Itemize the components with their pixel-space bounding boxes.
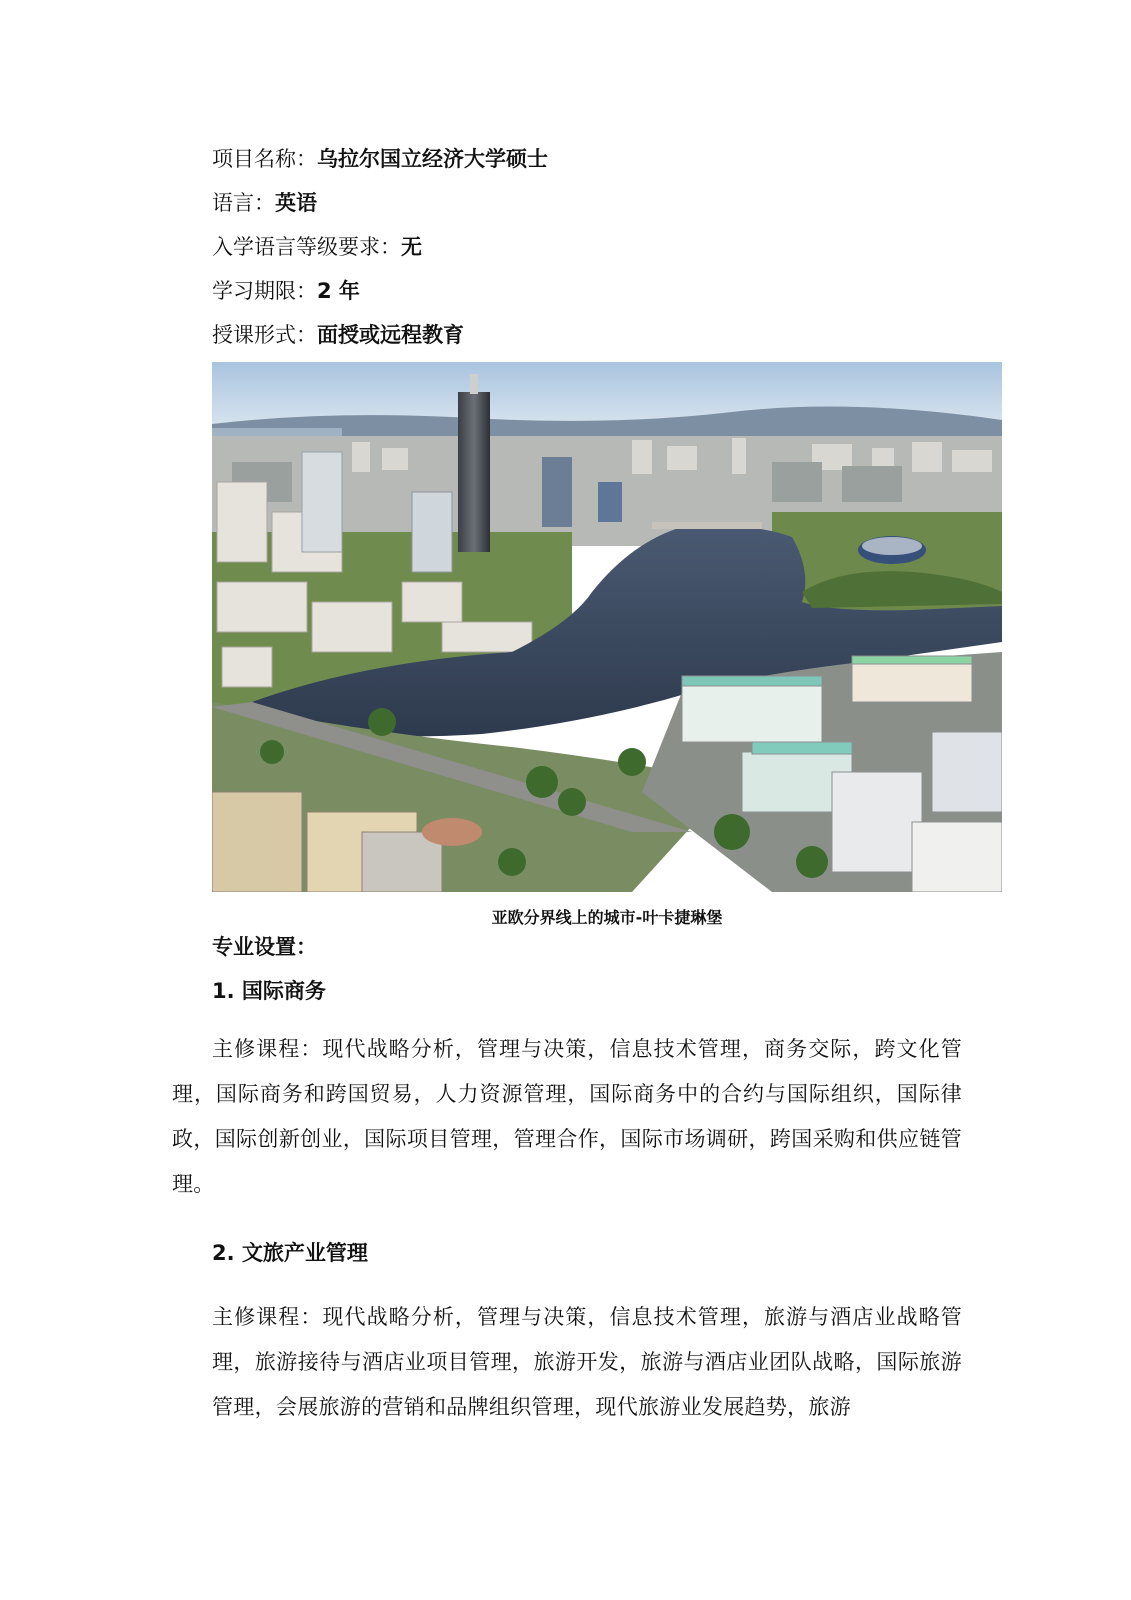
teaching-mode-label: 授课形式： xyxy=(212,323,317,347)
language-label: 语言： xyxy=(212,191,275,215)
city-aerial-illustration xyxy=(212,362,1002,892)
language-requirement-label: 入学语言等级要求： xyxy=(212,235,401,259)
teaching-mode-value: 面授或远程教育 xyxy=(317,323,464,347)
city-photo xyxy=(212,362,1002,892)
language-requirement-value: 无 xyxy=(401,235,422,259)
duration-value: 2 年 xyxy=(317,279,360,303)
language-requirement-line xyxy=(212,232,422,262)
program-name-label: 项目名称： xyxy=(212,147,317,171)
program-name-value: 乌拉尔国立经济大学硕士 xyxy=(317,147,548,171)
major-1-courses: 主修课程：现代战略分析，管理与决策，信息技术管理，商务交际，跨文化管理，国际商务和跨国贸易，人力资源管理，国际商务中的合约与国际组织，国际律政，国际创新创业，国际项目管理，管理合作，国际市场调研，跨国采购和供应链管理。 xyxy=(172,1037,962,1196)
majors-heading: 专业设置： xyxy=(212,935,317,959)
major-1-title: 1. 国际商务 xyxy=(212,979,326,1003)
language-line xyxy=(212,188,317,218)
program-name-line xyxy=(212,144,548,174)
teaching-mode-line xyxy=(212,320,464,350)
language-value: 英语 xyxy=(275,191,317,215)
major-2-courses: 主修课程：现代战略分析，管理与决策，信息技术管理，旅游与酒店业战略管理，旅游接待与酒店业项目管理，旅游开发，旅游与酒店业团队战略，国际旅游管理，会展旅游的营销和品牌组织管理，现代旅游业发展趋势，旅游 xyxy=(212,1305,962,1419)
photo-caption: 亚欧分界线上的城市-叶卡捷琳堡 xyxy=(491,908,723,927)
duration-line xyxy=(212,276,360,306)
duration-label: 学习期限： xyxy=(212,279,317,303)
major-2-title: 2. 文旅产业管理 xyxy=(212,1241,368,1265)
